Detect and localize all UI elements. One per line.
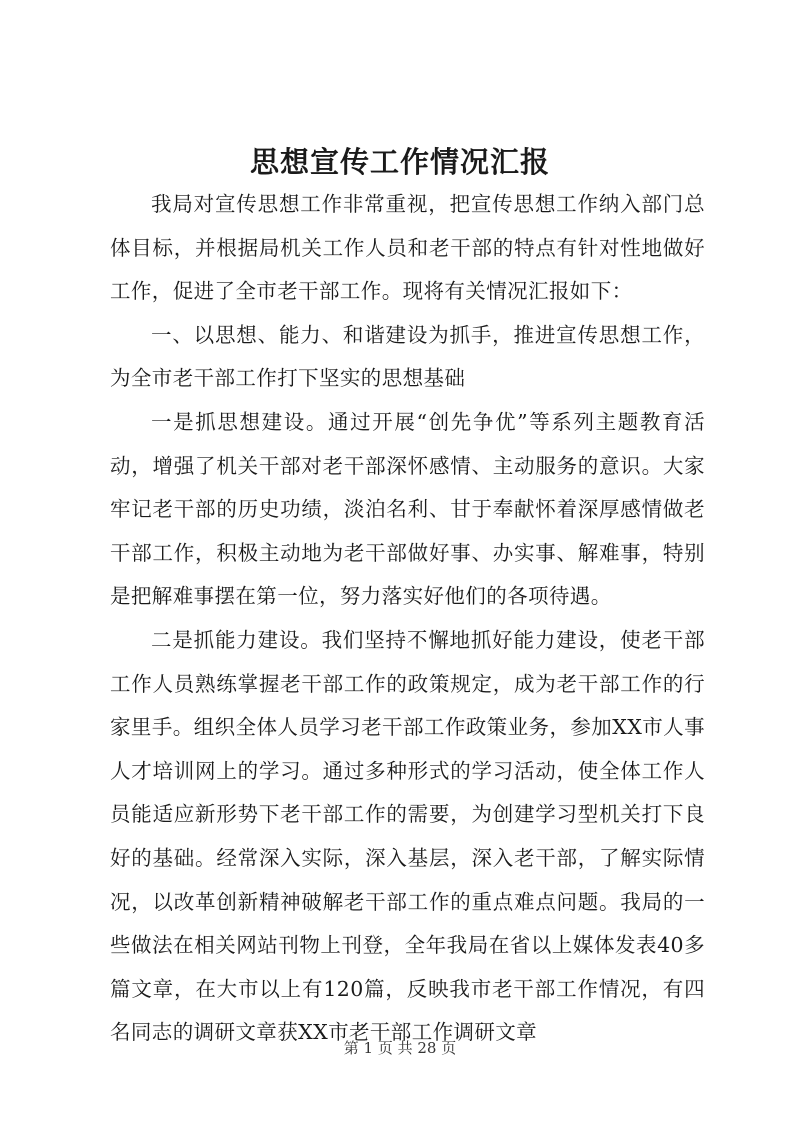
- document-title: 思想宣传工作情况汇报: [249, 145, 550, 179]
- paragraph-section-heading: 一、以思想、能力、和谐建设为抓手，推进宣传思想工作，为全市老干部工作打下坚实的思想基础: [110, 322, 705, 391]
- page-number-footer: 第 1 页 共 28 页: [343, 1039, 457, 1057]
- paragraph-ability-building: 二是抓能力建设。我们坚持不懈地抓好能力建设，使老干部工作人员熟练掌握老干部工作的政策规定，成为老干部工作的行家里手。组织全体人员学习老干部工作政策业务，参加XX市人事人才培训网上的学习。通过多种形式的学习活动，使全体工作人员能适应新形势下老干部工作的需要，为创建学习型机关打下良好的基础。经常深入实际，深入基层，深入老干部，了解实际情况，以改革创新精神破解老干部工作的重点难点问题。我局的一些做法在相关网站刊物上刊登，全年我局在省以上媒体发表40多篇文章，在大市以上有120篇，反映我市老干部工作情况，有四名同志的调研文章获XX市老干部工作调研文章: [110, 627, 705, 1045]
- paragraph-thought-building: 一是抓思想建设。通过开展“创先争优”等系列主题教育活动，增强了机关干部对老干部深怀感情、主动服务的意识。大家牢记老干部的历史功绩，淡泊名利、甘于奉献怀着深厚感情做老干部工作，积极主动地为老干部做好事、办实事、解难事，特别是把解难事摆在第一位，努力落实好他们的各项待遇。: [110, 409, 705, 609]
- paragraph-intro: 我局对宣传思想工作非常重视，把宣传思想工作纳入部门总体目标，并根据局机关工作人员和老干部的特点有针对性地做好工作，促进了全市老干部工作。现将有关情况汇报如下：: [110, 192, 705, 304]
- document-body: [110, 183, 705, 1055]
